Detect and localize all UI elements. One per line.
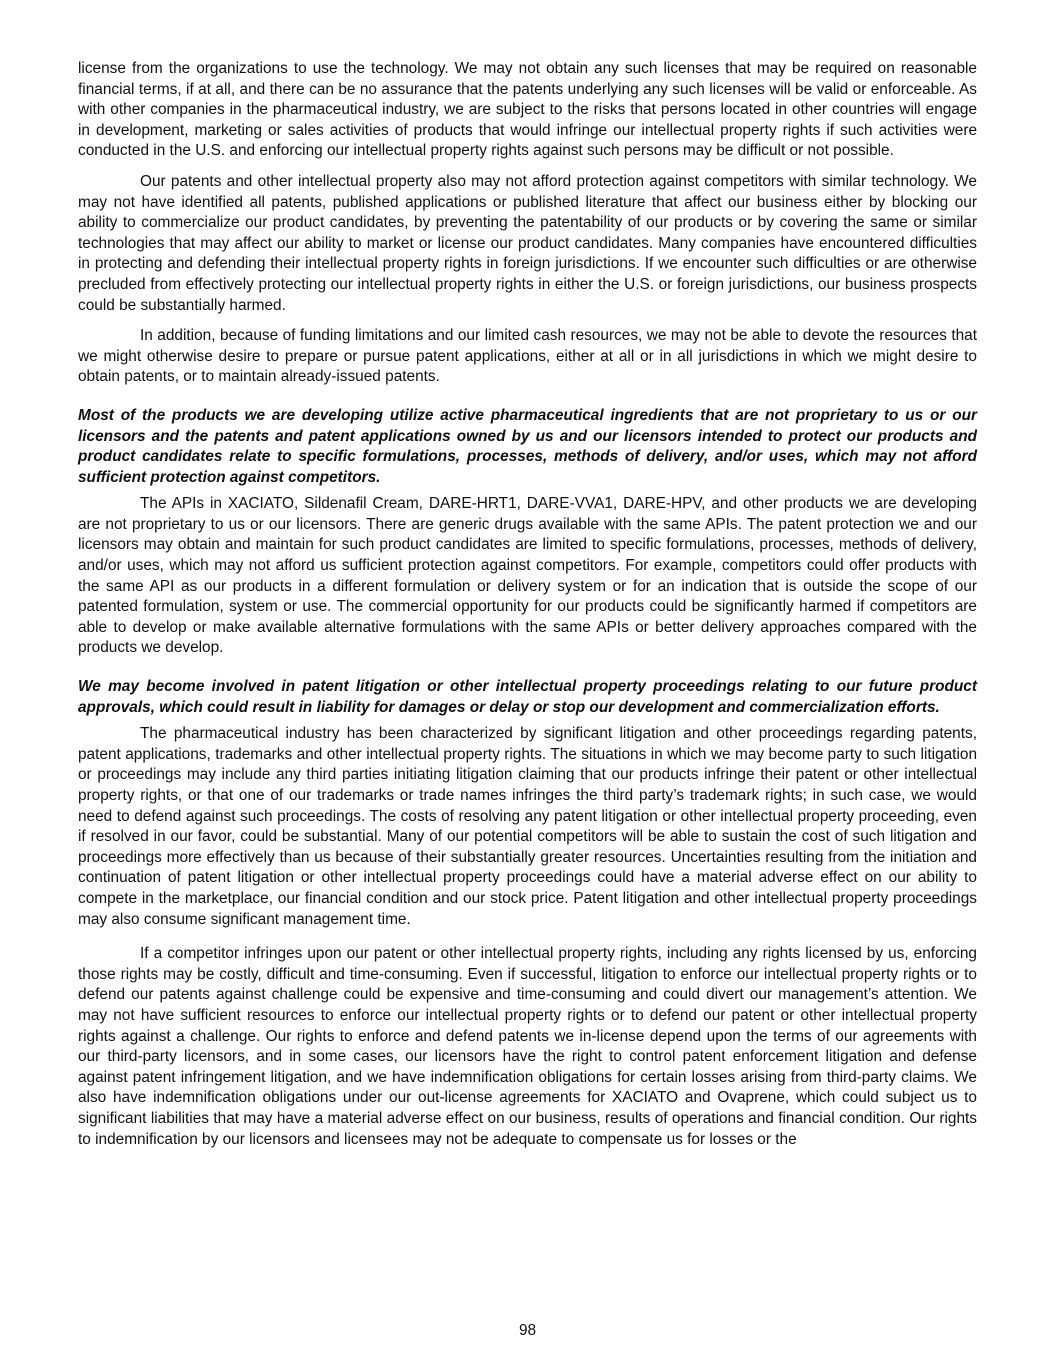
paragraph: The APIs in XACIATO, Sildenafil Cream, DARE-HRT1, DARE-VVA1, DARE-HPV, and other products we are developing are not proprietary to us or our licensors. There are generic drugs available with the same APIs. The patent protection we and our licensors may obtain and maintain for such product candidates are limited to specific formulations, processes, methods of delivery, and/or uses, which may not afford us sufficient protection against competitors. For example, competitors could offer products with the same API as our products in a different formulation or delivery system or for an indication that is outside the scope of our patented formulation, system or use. The commercial opportunity for our products could be significantly harmed if competitors are able to develop or make available alternative formulations with the same APIs or better delivery approaches compared with the products we develop. [78, 495, 977, 657]
document-body [78, 59, 977, 1160]
section-heading: We may become involved in patent litigation or other intellectual property proceedings relating to our future product approvals, which could result in liability for damages or delay or stop our development and commercialization efforts. [78, 678, 977, 716]
paragraph: The pharmaceutical industry has been characterized by significant litigation and other proceedings regarding patents, patent applications, trademarks and other intellectual property rights. The situations in which we may become party to such litigation or proceedings may include any third parties initiating litigation claiming that our products infringe their patent or other intellectual property rights, or that one of our trademarks or trade names infringes the third party’s trademark rights; in such case, we would need to defend against such proceedings. The costs of resolving any patent litigation or other intellectual property proceeding, even if resolved in our favor, could be substantial. Many of our potential competitors will be able to sustain the cost of such litigation and proceedings more effectively than us because of their substantially greater resources. Uncertainties resulting from the initiation and continuation of patent litigation or other intellectual property proceedings could have a material adverse effect on our ability to compete in the marketplace, our financial condition and our stock price. Patent litigation and other intellectual property proceedings may also consume significant management time. [78, 725, 977, 928]
paragraph: If a competitor infringes upon our patent or other intellectual property rights, including any rights licensed by us, enforcing those rights may be costly, difficult and time-consuming. Even if successful, litigation to enforce our intellectual property rights or to defend our patents against challenge could be expensive and time-consuming and could divert our management’s attention. We may not have sufficient resources to enforce our intellectual property rights or to defend our patent or other intellectual property rights against a challenge. Our rights to enforce and defend patents we in-license depend upon the terms of our agreements with our third-party licensors, and in some cases, our licensors have the right to control patent enforcement litigation and defense against patent infringement litigation, and we have indemnification obligations for certain losses arising from third-party claims. We also have indemnification obligations under our out-license agreements for XACIATO and Ovaprene, which could subject us to significant liabilities that may have a material adverse effect on our business, results of operations and financial condition. Our rights to indemnification by our licensors and licensees may not be adequate to compensate us for losses or the [78, 945, 977, 1148]
section-heading: Most of the products we are developing utilize active pharmaceutical ingredients that are not proprietary to us or our licensors and the patents and patent applications owned by us and our licensors intended to protect our products and product candidates relate to specific formulations, processes, methods of delivery, and/or uses, which may not afford sufficient protection against competitors. [78, 406, 977, 486]
paragraph-continuation: license from the organizations to use the technology. We may not obtain any such licenses that may be required on reasonable financial terms, if at all, and there can be no assurance that the patents underlying any such licenses will be valid or enforceable. As with other companies in the pharmaceutical industry, we are subject to the risks that persons located in other countries will engage in development, marketing or sales activities of products that would infringe our intellectual property rights if such activities were conducted in the U.S. and enforcing our intellectual property rights against such persons may be difficult or not possible. [78, 60, 977, 160]
page-number: 98 [518, 1322, 537, 1339]
paragraph: In addition, because of funding limitations and our limited cash resources, we may not be able to devote the resources that we might otherwise desire to prepare or pursue patent applications, either at all or in all jurisdictions in which we might desire to obtain patents, or to maintain already-issued patents. [78, 327, 977, 386]
paragraph: Our patents and other intellectual property also may not afford protection against competitors with similar technology. We may not have identified all patents, published applications or published literature that affect our business either by blocking our ability to commercialize our product candidates, by preventing the patentability of our products or by covering the same or similar technologies that may affect our ability to market or license our product candidates. Many companies have encountered difficulties in protecting and defending their intellectual property rights in foreign jurisdictions. If we encounter such difficulties or are otherwise precluded from effectively protecting our intellectual property rights in either the U.S. or foreign jurisdictions, our business prospects could be substantially harmed. [78, 172, 977, 314]
